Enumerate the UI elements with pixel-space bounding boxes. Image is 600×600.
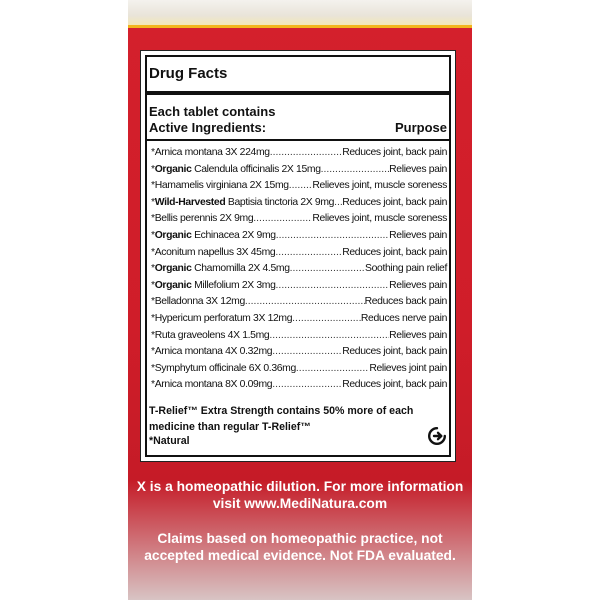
ingredient-source-tag: Organic bbox=[154, 279, 192, 291]
ingredient-row bbox=[151, 147, 447, 164]
leader-dots bbox=[276, 230, 389, 241]
ingredient-name bbox=[151, 296, 245, 307]
ingredient-purpose: Reduces nerve pain bbox=[360, 312, 447, 324]
ingredient-dose: Arnica montana 4X 0.32mg bbox=[154, 346, 273, 358]
ingredient-purpose: Relieves joint pain bbox=[369, 362, 447, 374]
ingredient-purpose: Relieves joint, muscle soreness bbox=[312, 180, 447, 192]
drug-facts-thin-rule bbox=[147, 139, 449, 141]
ingredient-source-tag: Organic bbox=[154, 263, 192, 275]
ingredient-prefix: * bbox=[151, 329, 155, 341]
ingredient-row bbox=[151, 230, 447, 247]
ingredient-name bbox=[151, 147, 270, 158]
ingredient-prefix: * bbox=[151, 246, 155, 258]
ingredient-prefix: * bbox=[151, 229, 155, 241]
ingredient-prefix: * bbox=[151, 379, 155, 391]
ingredient-row bbox=[151, 280, 447, 297]
each-tablet-heading: Each tablet contains bbox=[149, 104, 276, 119]
ingredient-name bbox=[151, 213, 253, 224]
dilution-notice: X is a homeopathic dilution. For more information visit www.MediNatura.com bbox=[136, 479, 464, 511]
leader-dots bbox=[253, 213, 312, 224]
ingredient-row bbox=[151, 313, 447, 330]
ingredient-prefix: * bbox=[151, 180, 155, 192]
ingredient-purpose: Relieves joint, muscle soreness bbox=[312, 213, 447, 225]
ingredient-purpose: Relieves pain bbox=[389, 229, 447, 241]
ingredient-name bbox=[151, 263, 290, 274]
ingredient-name bbox=[151, 346, 272, 357]
ingredient-source-tag: Organic bbox=[154, 163, 192, 175]
ingredient-row bbox=[151, 346, 447, 363]
ingredient-dose: Millefolium 2X 3mg bbox=[191, 279, 276, 291]
product-label-panel bbox=[128, 0, 472, 600]
claims-disclaimer: Claims based on homeopathic practice, not accepted medical evidence. Not FDA evaluated. bbox=[144, 531, 456, 563]
ingredient-row bbox=[151, 330, 447, 347]
ingredient-prefix: * bbox=[151, 312, 155, 324]
ingredient-prefix: * bbox=[151, 196, 155, 208]
leader-dots bbox=[272, 346, 342, 357]
ingredient-row bbox=[151, 213, 447, 230]
ingredient-name bbox=[151, 280, 276, 291]
ingredient-dose: Bellis perennis 2X 9mg bbox=[154, 213, 254, 225]
ingredient-purpose: Reduces joint, back pain bbox=[342, 246, 447, 258]
ingredient-dose: Chamomilla 2X 4.5mg bbox=[191, 263, 290, 275]
ingredient-dose: Ruta graveolens 4X 1.5mg bbox=[154, 329, 270, 341]
ingredient-purpose: Soothing pain relief bbox=[365, 263, 447, 275]
ingredient-name bbox=[151, 330, 269, 341]
ingredient-dose: Calendula officinalis 2X 15mg bbox=[191, 163, 321, 175]
ingredient-prefix: * bbox=[151, 362, 155, 374]
ingredient-name bbox=[151, 180, 289, 191]
ingredient-prefix: * bbox=[151, 279, 155, 291]
ingredient-list bbox=[151, 147, 447, 396]
ingredient-name bbox=[151, 363, 296, 374]
leader-dots bbox=[321, 164, 390, 175]
ingredient-name bbox=[151, 379, 272, 390]
ingredient-row bbox=[151, 379, 447, 396]
ingredient-dose: Aconitum napellus 3X 45mg bbox=[154, 246, 276, 258]
ingredient-dose: Arnica montana 3X 224mg bbox=[154, 147, 270, 158]
leader-dots bbox=[270, 147, 343, 158]
ingredient-purpose: Reduces joint, back pain bbox=[342, 196, 447, 208]
ingredient-row bbox=[151, 296, 447, 313]
leader-dots bbox=[334, 197, 342, 208]
drug-facts-panel bbox=[140, 50, 456, 462]
leader-dots bbox=[272, 379, 342, 390]
ingredient-purpose: Relieves pain bbox=[389, 163, 447, 175]
ingredient-purpose: Reduces joint, back pain bbox=[342, 379, 447, 391]
leader-dots bbox=[276, 280, 390, 291]
label-top-band bbox=[128, 0, 472, 28]
leader-dots bbox=[292, 313, 361, 324]
ingredient-name bbox=[151, 197, 334, 208]
ingredient-row bbox=[151, 180, 447, 197]
ingredient-dose: Echinacea 2X 9mg bbox=[191, 229, 276, 241]
leader-dots bbox=[289, 180, 313, 191]
ingredient-prefix: * bbox=[151, 147, 155, 158]
ingredient-prefix: * bbox=[151, 213, 155, 225]
ingredient-row bbox=[151, 263, 447, 280]
ingredient-dose: Baptisia tinctoria 2X 9mg bbox=[225, 196, 335, 208]
ingredient-prefix: * bbox=[151, 263, 155, 275]
ingredient-dose: Belladonna 3X 12mg bbox=[154, 296, 245, 308]
ingredient-source-tag: Organic bbox=[154, 229, 192, 241]
leader-dots bbox=[290, 263, 365, 274]
extra-strength-footnote: T-Relief™ Extra Strength contains 50% more of each medicine than regular T-Relief™ bbox=[149, 405, 414, 433]
arrow-right-circle-icon bbox=[427, 426, 447, 446]
ingredient-purpose: Reduces joint, back pain bbox=[342, 346, 447, 358]
leader-dots bbox=[296, 363, 369, 374]
drug-facts-title: Drug Facts bbox=[149, 65, 228, 82]
ingredient-name bbox=[151, 313, 292, 324]
ingredient-row bbox=[151, 247, 447, 264]
ingredient-row bbox=[151, 164, 447, 181]
ingredient-name bbox=[151, 164, 321, 175]
ingredient-prefix: * bbox=[151, 163, 155, 175]
ingredient-dose: Symphytum officinale 6X 0.36mg bbox=[154, 362, 296, 374]
ingredient-purpose: Relieves pain bbox=[389, 329, 447, 341]
ingredient-purpose: Reduces joint, back pain bbox=[342, 147, 447, 158]
ingredient-row bbox=[151, 363, 447, 380]
ingredient-dose: Arnica montana 8X 0.09mg bbox=[154, 379, 273, 391]
leader-dots bbox=[245, 296, 365, 307]
leader-dots bbox=[275, 247, 342, 258]
ingredient-purpose: Reduces back pain bbox=[364, 296, 447, 308]
ingredient-name bbox=[151, 230, 276, 241]
leader-dots bbox=[269, 330, 389, 341]
ingredient-name bbox=[151, 247, 275, 258]
purpose-heading: Purpose bbox=[394, 120, 447, 135]
ingredient-row bbox=[151, 197, 447, 214]
ingredient-purpose: Relieves pain bbox=[389, 279, 447, 291]
ingredient-prefix: * bbox=[151, 296, 155, 308]
natural-footnote: *Natural bbox=[149, 435, 190, 447]
ingredient-dose: Hypericum perforatum 3X 12mg bbox=[154, 312, 293, 324]
ingredient-prefix: * bbox=[151, 346, 155, 358]
ingredient-dose: Hamamelis virginiana 2X 15mg bbox=[154, 180, 289, 192]
ingredient-source-tag: Wild-Harvested bbox=[154, 196, 226, 208]
active-ingredients-heading: Active Ingredients: bbox=[149, 120, 267, 135]
drug-facts-thick-rule bbox=[147, 91, 449, 95]
